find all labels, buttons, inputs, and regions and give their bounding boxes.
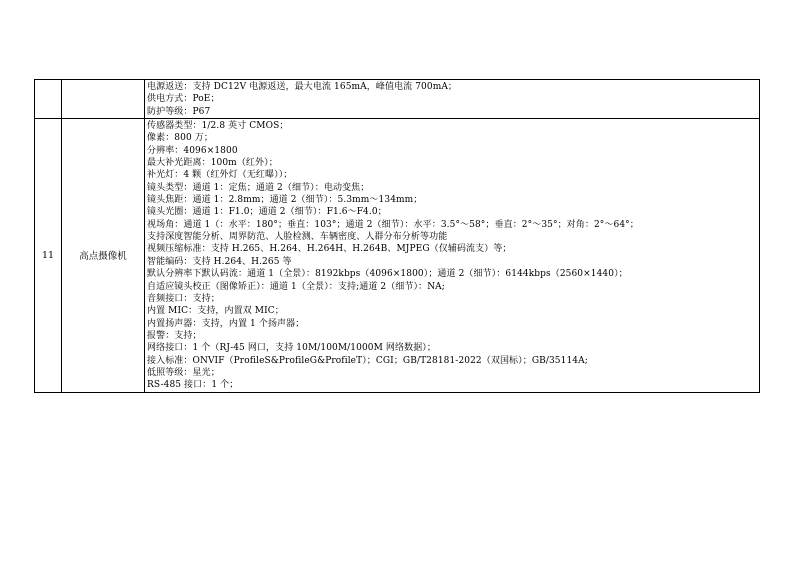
spec-line: 电源返送：支持 DC12V 电源返送，最大电流 165mA，峰值电流 700mA；	[147, 82, 458, 92]
spec-line: 镜头光圈：通道 1：F1.0；通道 2（细节）：F1.6～F4.0；	[147, 207, 387, 218]
spec-line: 分辨率：4096×1800	[147, 145, 238, 156]
spec-cell	[145, 80, 760, 119]
spec-line: 最大补光距离：100m（红外）；	[147, 158, 278, 169]
spec-line: 视场角：通道 1（：水平：180°；垂直：103°；通道 2（细节）：水平：3.5°～58°；垂直：2°～35°；对角：2°～64°；	[147, 219, 639, 230]
spec-line: 供电方式：PoE；	[147, 94, 220, 105]
spec-line: 传感器类型：1/2.8 英寸 CMOS；	[147, 121, 289, 132]
spec-line: 默认分辨率下默认码流：通道 1（全景）：8192kbps（4096×1800）；通道 2（细节）：6144kbps（2560×1440）；	[147, 269, 628, 280]
row-number-cell	[35, 80, 62, 119]
spec-line: 智能编码：支持 H.264、H.265 等	[147, 256, 292, 267]
table-row	[35, 80, 760, 119]
table-row	[35, 119, 760, 393]
spec-line: RS-485 接口：1 个；	[147, 380, 239, 391]
spec-line: 补光灯：4 颗（红外灯（无红曝））；	[147, 170, 293, 181]
spec-line: 内置扬声器：支持，内置 1 个扬声器；	[147, 318, 305, 329]
spec-line: 接入标准：ONVIF（ProfileS&ProfileG&ProfileT）；CGI；GB/T28181-2022（双国标）；GB/35114A;	[147, 355, 588, 366]
spec-line: 自适应镜头校正（图像矫正）：通道 1（全景）：支持;通道 2（细节）：NA;	[147, 281, 445, 292]
spec-line: 视频压缩标准：支持 H.265、H.264、H.264H、H.264B、MJPEG（仅辅码流支）等；	[147, 244, 512, 255]
spec-line: 低照等级：星光；	[147, 367, 220, 378]
spec-line: 支持深度智能分析、周界防范、人脸检测、车辆密度、人群分布分析等功能	[147, 232, 448, 243]
spec-cell	[145, 119, 760, 393]
row-number-cell: 11	[35, 119, 62, 393]
item-name-cell	[62, 80, 145, 119]
spec-line: 报警：支持；	[147, 330, 202, 341]
spec-line: 网络接口：1 个（RJ-45 网口，支持 10M/100M/1000M 网络数据）；	[147, 343, 436, 354]
spec-line: 镜头焦距：通道 1：2.8mm；通道 2（细节）：5.3mm～134mm；	[147, 195, 423, 206]
spec-line: 像素：800 万；	[147, 133, 213, 144]
spec-line: 镜头类型：通道 1：定焦；通道 2（细节）：电动变焦；	[147, 182, 370, 193]
spec-table	[34, 79, 760, 393]
spec-line: 音频接口：支持；	[147, 293, 220, 304]
spec-line: 防护等级：P67	[147, 106, 211, 117]
item-name-cell: 高点摄像机	[62, 119, 145, 393]
spec-line: 内置 MIC：支持，内置双 MIC；	[147, 306, 284, 317]
